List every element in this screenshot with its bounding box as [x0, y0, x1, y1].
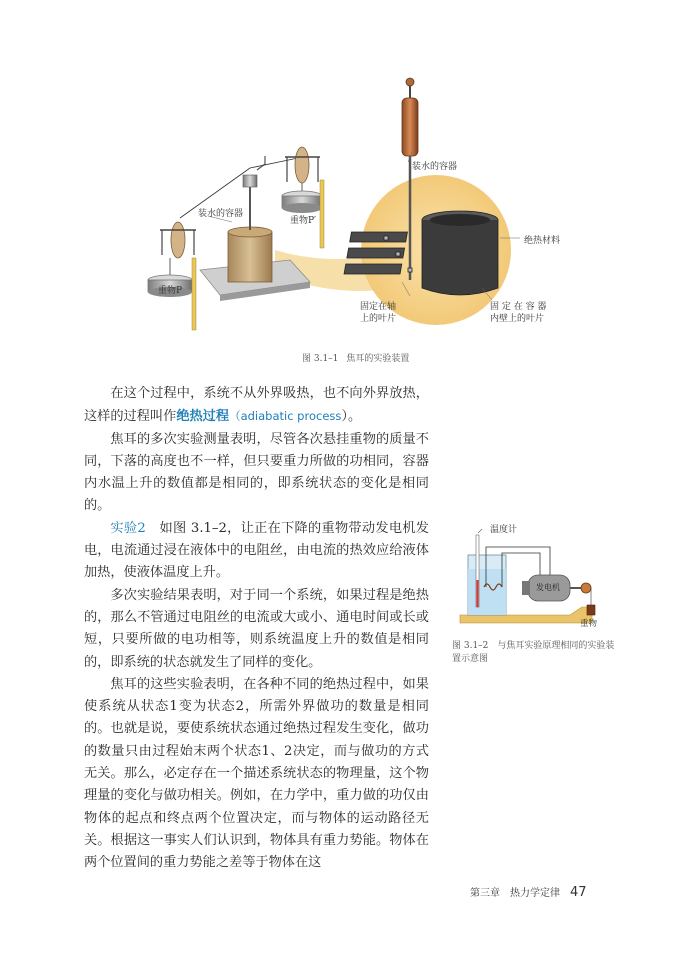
figure-joule-apparatus [140, 70, 580, 340]
paragraph-2: 焦耳的多次实验测量表明，尽管各次悬挂重物的质量不同，下落的高度也不一样，但只要重力所做的功相同，容器内水温上升的数值都是相同的，即系统状态的变化是相同的。 [84, 431, 429, 514]
body-text [84, 383, 429, 875]
paragraph-5: 焦耳的这些实验表明，在各种不同的绝热过程中，如果使系统从状态1变为状态2，所需外界做功的数量是相同的。也就是说，要使系统状态通过绝热过程发生变化，做功的数量只由过程始末两个状态1、2决定，而与做功的方式无关。那么，必定存在一个描述系统状态的物理量，这个物理量的变化与做功相关。例如，在力学中，重力做的功仅由物体的起点和终点两个位置决定，而与物体的运动路径无关。根据这一事实人们认识到，物体具有重力势能。物体在两个位置间的重力势能之差等于物体在这 [84, 676, 429, 871]
ruler-right [320, 180, 324, 248]
paragraph-1 [84, 383, 429, 429]
label-wall-blades-2: 内壁上的叶片 [490, 314, 545, 324]
p3-text: 如图 3.1–2，让正在下降的重物带动发电机发电，电流通过浸在液体中的电阻丝，由电流的热效应给液体加热，使液体温度上升。 [84, 520, 429, 581]
english-term: adiabatic process [240, 409, 342, 424]
page-footer [470, 884, 587, 900]
figure-generator-apparatus [452, 525, 612, 640]
label-wall-blades-1: 固 定 在 容 器 [490, 302, 547, 312]
ruler-left [192, 258, 196, 330]
joule-apparatus-illustration [140, 70, 580, 340]
figure2-caption-number: 图 3.1–2 [452, 641, 489, 651]
label-container-left: 装水的容器 [198, 209, 244, 219]
experiment-label: 实验2 [110, 520, 146, 536]
label-weight-p: 重物P [158, 286, 183, 296]
wooden-container [228, 232, 272, 282]
p1-close: ）。 [341, 409, 362, 425]
label-axle-blades-2: 上的叶片 [360, 314, 397, 324]
chapter-title: 第三章 热力学定律 [470, 888, 560, 899]
label-container-right: 装水的容器 [412, 162, 458, 172]
label-thermometer: 温度计 [490, 525, 518, 535]
figure2-caption-text: 与焦耳实验原理相同的实验装置示意图 [452, 641, 615, 664]
figure1-caption [302, 351, 409, 364]
paragraph-3 [84, 518, 429, 585]
hanging-weight [587, 605, 595, 615]
figure1-caption-text: 焦耳的实验装置 [346, 354, 410, 364]
figure2-caption [452, 640, 622, 666]
copper-cylinder [402, 98, 418, 156]
term-adiabatic: 绝热过程 [176, 409, 230, 425]
insulated-container [422, 220, 498, 295]
paragraph-4: 多次实验结果表明，对于同一个系统，如果过程是绝热的，那么不管通过电阻丝的电流或大或小、通电时间或长或短，只要所做的电功相等，则系统温度上升的数值是相同的，即系统的状态就发生了同样的变化。 [84, 587, 429, 670]
label-weight-p-prime: 重物P′ [290, 216, 317, 226]
page-number: 47 [570, 885, 587, 900]
label-generator: 发电机 [536, 583, 560, 592]
label-weight: 重物 [580, 619, 598, 629]
p1-text: 在这个过程中，系统不从外界吸热，也不向外界放热，这样的过程叫作 [84, 386, 429, 425]
p1-open-paren: （ [229, 409, 241, 424]
label-axle-blades-1: 固定在轴 [360, 302, 397, 312]
figure1-caption-number: 图 3.1–1 [302, 354, 339, 364]
label-insulation: 绝热材料 [524, 236, 561, 246]
